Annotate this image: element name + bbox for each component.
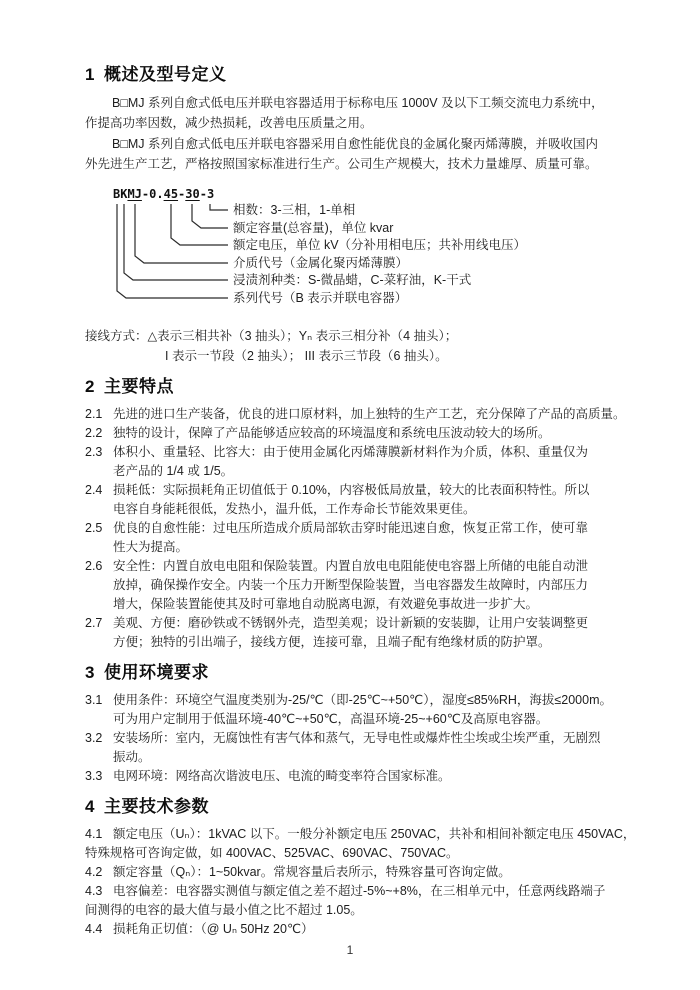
- section-number: 1: [85, 65, 95, 84]
- page-content: [85, 64, 636, 939]
- item-number: 2.1: [85, 407, 103, 421]
- item-number: 3.1: [85, 693, 103, 707]
- item-text: 美观、方便：磨砂铁或不锈钢外壳，造型美观；设计新颖的安装脚，让用户安装调整更: [113, 616, 589, 630]
- item-text: 独特的设计，保障了产品能够适应较高的环境温度和系统电压波动较大的场所。: [113, 426, 551, 440]
- item-text: 放掉，确保操作安全。内装一个压力开断型保险装置，当电容器发生故障时，内部压力: [113, 578, 589, 592]
- item-number: 2.4: [85, 483, 103, 497]
- item-text: 电容偏差：电容器实测值与额定值之差不超过-5%~+8%，在三相单元中，任意两线路端子: [113, 884, 606, 898]
- item-number: 2.2: [85, 426, 103, 440]
- wiring-note-line: 接线方式：△表示三相共补（3 抽头）；Yₙ 表示三相分补（4 抽头）；: [85, 329, 458, 343]
- item-text: 方便；独特的引出端子，接线方便，连接可靠，且端子配有绝缘材质的防护罩。: [113, 635, 551, 649]
- model-code-segment: MJ: [127, 187, 142, 201]
- item-number: 3.2: [85, 731, 103, 745]
- item-number: 2.5: [85, 521, 103, 535]
- item-text: 性大为提高。: [113, 540, 189, 554]
- section-title-text: 主要特点: [103, 377, 174, 396]
- item-text: 振动。: [113, 750, 151, 764]
- item-text: 损耗角正切值：（@ Uₙ 50Hz 20℃）: [113, 922, 314, 936]
- section-title-text: 使用环境要求: [103, 663, 209, 682]
- section-title-text: 主要技术参数: [103, 797, 209, 816]
- model-designation-diagram: [85, 187, 625, 311]
- parameter-item-4-2: [85, 863, 625, 882]
- section-1-heading: [85, 64, 625, 86]
- section-2-heading: [85, 376, 625, 398]
- item-text: 可为用户定制用于低温环境-40℃~+50℃，高温环境-25~+60℃及高原电容器。: [113, 712, 549, 726]
- environment-item-3-2: [85, 729, 625, 767]
- parameter-item-4-3: [85, 882, 625, 920]
- designation-label-dielectric: 介质代号（金属化聚丙烯薄膜）: [233, 256, 409, 270]
- item-text: 增大，保险装置能使其及时可靠地自动脱离电源，有效避免事故进一步扩大。: [113, 597, 539, 611]
- item-text: 优良的自愈性能：过电压所造成介质局部软击穿时能迅速自愈，恢复正常工作，使可靠: [113, 521, 589, 535]
- parameter-item-4-4: [85, 920, 625, 939]
- intro-paragraph-1: [85, 93, 625, 133]
- section-number: 4: [85, 797, 95, 816]
- feature-item-2-4: [85, 481, 625, 519]
- item-text: 电网环境：网络高次谐波电压、电流的畸变率符合国家标准。: [113, 769, 451, 783]
- designation-label-phase: 相数：3-三相，1-单相: [233, 203, 356, 217]
- paragraph-line: B□MJ 系列自愈式低电压并联电容器适用于标称电压 1000V 及以下工频交流电力系统中，: [112, 96, 604, 110]
- model-code-segment: -3: [199, 187, 215, 201]
- model-code-segment: 30: [185, 187, 200, 201]
- item-text: 使用条件：环境空气温度类别为-25/℃（即-25℃~+50℃），湿度≤85%RH，海拔≤2000m。: [113, 693, 612, 707]
- model-code-segment: 45: [163, 187, 179, 201]
- item-number: 4.2: [85, 865, 103, 879]
- model-code-segment: BK: [113, 187, 128, 201]
- wiring-note: [85, 326, 625, 366]
- item-number: 4.4: [85, 922, 103, 936]
- designation-label-impregnant: 浸渍剂种类：S-微晶蜡，C-菜籽油，K-干式: [233, 273, 472, 287]
- item-text: 安全性：内置自放电电阻和保险装置。内置自放电电阻能使电容器上所储的电能自动泄: [113, 559, 589, 573]
- environment-item-3-1: [85, 691, 625, 729]
- feature-item-2-3: [85, 443, 625, 481]
- paragraph-line: 作提高功率因数，减少热损耗，改善电压质量之用。: [85, 116, 373, 130]
- paragraph-line: B□MJ 系列自愈式低电压并联电容器采用自愈性能优良的金属化聚丙烯薄膜，并吸收国内: [112, 137, 599, 151]
- paragraph-line: 外先进生产工艺，严格按照国家标准进行生产。公司生产规模大，技术力量雄厚、质量可靠。: [85, 157, 598, 171]
- item-number: 4.3: [85, 884, 103, 898]
- item-text: 老产品的 1/4 或 1/5。: [113, 464, 234, 478]
- section-title-text: 概述及型号定义: [103, 65, 227, 84]
- model-code-segment: -: [178, 187, 186, 201]
- feature-item-2-7: [85, 614, 625, 652]
- item-text: 电容自身能耗很低，发热小，温升低，工作寿命长节能效果更佳。: [113, 502, 476, 516]
- feature-item-2-6: [85, 557, 625, 614]
- section-4-heading: [85, 796, 625, 818]
- environment-item-3-3: [85, 767, 625, 786]
- item-text: 体积小、重量轻、比容大：由于使用金属化丙烯薄膜新材料作为介质，体积、重量仅为: [113, 445, 589, 459]
- designation-label-voltage: 额定电压，单位 kV（分补用相电压；共补用线电压）: [233, 238, 527, 252]
- item-number: 3.3: [85, 769, 103, 783]
- section-number: 2: [85, 377, 95, 396]
- item-number: 2.7: [85, 616, 103, 630]
- item-text: 损耗低：实际损耗角正切值低于 0.10%，内容极低局放量，较大的比表面积特性。所以: [113, 483, 590, 497]
- item-text: 安装场所：室内，无腐蚀性有害气体和蒸气，无导电性或爆炸性尘埃或尘埃严重，无剧烈: [113, 731, 601, 745]
- item-text: 先进的进口生产装备，优良的进口原材料，加上独特的生产工艺，充分保障了产品的高质量。: [113, 407, 626, 421]
- wiring-note-line: I 表示一节段（2 抽头）； III 表示三节段（6 抽头）。: [165, 349, 448, 363]
- feature-item-2-1: [85, 405, 625, 424]
- item-text: 额定电压（Uₙ）：1kVAC 以下。一般分补额定电压 250VAC，共补和相间补额定电压 450VAC，: [113, 827, 636, 841]
- item-text: 间测得的电容的最大值与最小值之比不超过 1.05。: [85, 903, 363, 917]
- item-text: 特殊规格可咨询定做，如 400VAC、525VAC、690VAC、750VAC。: [85, 846, 459, 860]
- parameter-item-4-1: [85, 825, 636, 863]
- section-number: 3: [85, 663, 95, 682]
- intro-paragraph-2: [85, 134, 625, 174]
- page-number: 1: [346, 943, 354, 957]
- feature-item-2-5: [85, 519, 625, 557]
- designation-label-series-code: 系列代号（B 表示并联电容器）: [233, 291, 408, 305]
- item-number: 2.3: [85, 445, 103, 459]
- feature-item-2-2: [85, 424, 625, 443]
- item-text: 额定容量（Qₙ）：1~50kvar。常规容量后表所示，特殊容量可咨询定做。: [113, 865, 511, 879]
- section-3-heading: [85, 662, 625, 684]
- model-code-segment: -0.: [141, 187, 164, 201]
- item-number: 2.6: [85, 559, 103, 573]
- item-number: 4.1: [85, 827, 103, 841]
- designation-label-capacity: 额定容量(总容量)，单位 kvar: [233, 221, 394, 235]
